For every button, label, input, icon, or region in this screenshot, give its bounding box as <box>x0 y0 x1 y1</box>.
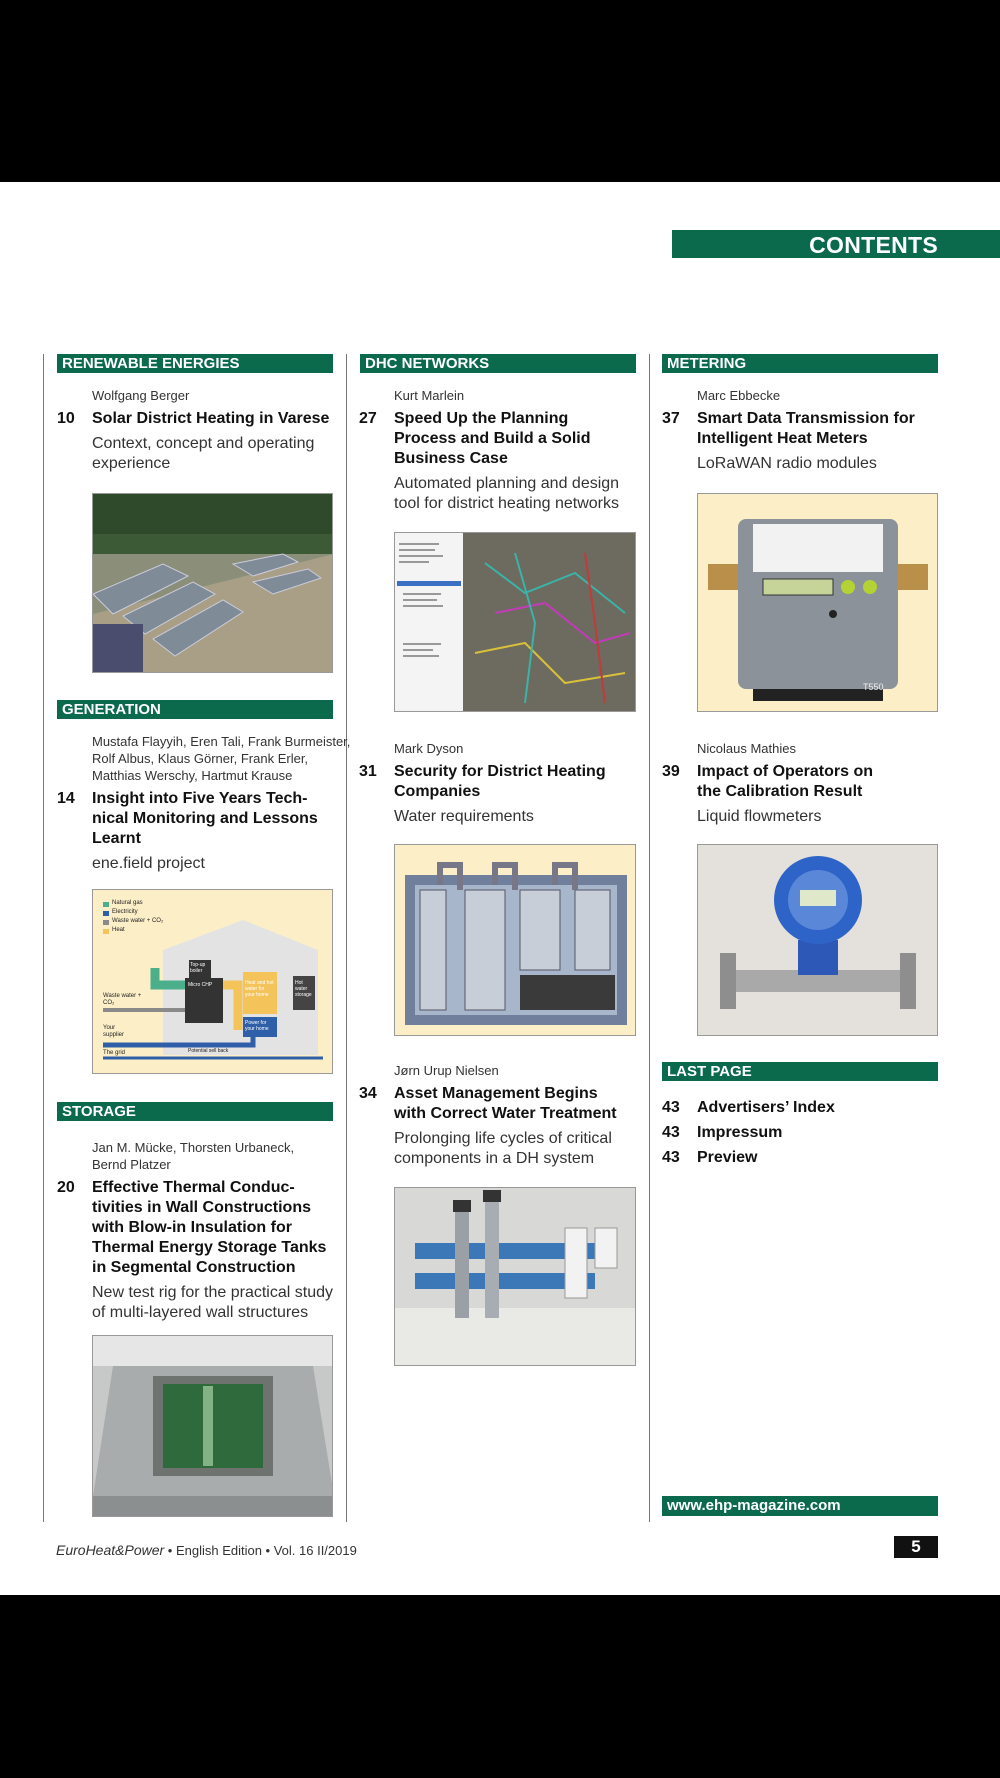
magazine-name: EuroHeat&Power <box>56 1542 165 1558</box>
article-title[interactable]: Solar District Heating in Varese <box>92 410 330 427</box>
article-page-number[interactable]: 27 <box>359 410 377 427</box>
article-page-number[interactable]: 31 <box>359 763 377 780</box>
label-heat-hot: Heat and hot water for your home <box>245 980 274 998</box>
heat-meter-photo <box>697 493 938 712</box>
article-subtitle: ene.field project <box>92 855 205 872</box>
article-title[interactable]: in Segmental Construction <box>92 1259 296 1276</box>
article-title[interactable]: Learnt <box>92 830 141 847</box>
article-title[interactable]: Asset Management Begins <box>394 1085 598 1102</box>
article-page-number[interactable]: 39 <box>662 763 680 780</box>
legend-electricity: Electricity <box>112 909 138 915</box>
section-heading-last-page: LAST PAGE <box>662 1062 938 1081</box>
article-subtitle: Prolonging life cycles of critical <box>394 1130 612 1147</box>
article-title[interactable]: with Blow-in Insulation for <box>92 1219 292 1236</box>
label-hot-storage: Hot water storage <box>295 980 312 998</box>
article-title[interactable]: Impact of Operators on <box>697 763 874 780</box>
contents-label: CONTENTS <box>809 232 938 258</box>
article-title[interactable]: Business Case <box>394 450 508 467</box>
magazine-page <box>0 182 1000 1595</box>
legend-waste: Waste water + CO₂ <box>112 918 164 924</box>
micro-chp-diagram <box>92 889 333 1074</box>
article-title[interactable]: Effective Thermal Conduc- <box>92 1179 295 1196</box>
section-heading-generation: GENERATION <box>57 700 333 719</box>
article-subtitle: Context, concept and operating <box>92 435 315 452</box>
article-page-number[interactable]: 10 <box>57 410 75 427</box>
section-heading-dhc: DHC NETWORKS <box>360 354 636 373</box>
label-supplier: Your supplier <box>103 1025 125 1038</box>
article-subtitle: tool for district heating networks <box>394 495 619 512</box>
article-title[interactable]: Security for District Heating <box>394 763 606 780</box>
article-author: Mark Dyson <box>394 741 464 756</box>
article-author: Jørn Urup Nielsen <box>394 1063 499 1078</box>
label-grid: The grid <box>103 1050 126 1056</box>
test-rig-photo <box>92 1335 333 1517</box>
water-treatment-illustration <box>394 844 636 1036</box>
article-title[interactable]: with Correct Water Treatment <box>394 1105 617 1122</box>
column-rule-mid <box>346 354 347 1522</box>
contents-banner <box>672 230 1000 258</box>
article-page-number[interactable]: 14 <box>57 790 75 807</box>
article-subtitle: of multi-layered wall structures <box>92 1304 309 1321</box>
article-title[interactable]: tivities in Wall Constructions <box>92 1199 311 1216</box>
section-heading-metering: METERING <box>662 354 938 373</box>
meter-model-label: T550 <box>863 682 884 692</box>
article-subtitle: Liquid flowmeters <box>697 808 822 825</box>
article-author: Marc Ebbecke <box>697 388 781 403</box>
planning-tool-screenshot <box>394 532 636 712</box>
flowmeter-photo <box>697 844 938 1036</box>
section-heading-storage: STORAGE <box>57 1102 333 1121</box>
article-page-number[interactable]: 20 <box>57 1179 75 1196</box>
article-subtitle: Automated planning and design <box>394 475 620 492</box>
column-rule-left <box>43 354 44 1522</box>
page-number: 5 <box>894 1536 938 1558</box>
legend-heat: Heat <box>112 927 125 933</box>
label-topup: Top-up boiler <box>190 962 206 974</box>
article-page-number[interactable]: 37 <box>662 410 680 427</box>
section-heading-renewable: RENEWABLE ENERGIES <box>57 354 333 373</box>
solar-field-photo <box>92 493 333 673</box>
website-link[interactable]: www.ehp-magazine.com <box>662 1496 938 1516</box>
article-title[interactable]: Thermal Energy Storage Tanks <box>92 1239 327 1256</box>
article-title[interactable]: Process and Build a Solid <box>394 430 591 447</box>
label-waste: Waste water + CO₂ <box>103 993 142 1006</box>
edition-info: • English Edition • Vol. 16 II/2019 <box>164 1543 357 1558</box>
page-footer <box>56 1542 357 1558</box>
article-author: Wolfgang Berger <box>92 388 190 403</box>
article-subtitle: LoRaWAN radio modules <box>697 455 877 472</box>
article-title[interactable]: Insight into Five Years Tech- <box>92 790 308 807</box>
article-author: Rolf Albus, Klaus Görner, Frank Erler, <box>92 751 309 766</box>
article-author: Mustafa Flayyih, Eren Tali, Frank Burmeister, <box>92 734 351 749</box>
article-title[interactable]: Companies <box>394 783 481 800</box>
label-power: Power for your home <box>245 1020 269 1032</box>
article-title[interactable]: Smart Data Transmission for <box>697 410 915 427</box>
article-author: Nicolaus Mathies <box>697 741 796 756</box>
label-chp: Micro CHP <box>188 982 213 988</box>
last-page-number[interactable]: 43 <box>662 1124 680 1141</box>
pump-station-photo <box>394 1187 636 1366</box>
last-page-item-advertisers[interactable]: Advertisers’ Index <box>697 1099 835 1116</box>
article-author: Matthias Werschy, Hartmut Krause <box>92 768 293 783</box>
article-author: Kurt Marlein <box>394 388 465 403</box>
article-subtitle: components in a DH system <box>394 1150 595 1167</box>
article-subtitle: New test rig for the practical study <box>92 1284 333 1301</box>
last-page-number[interactable]: 43 <box>662 1149 680 1166</box>
article-title[interactable]: Intelligent Heat Meters <box>697 430 868 447</box>
last-page-number[interactable]: 43 <box>662 1099 680 1116</box>
article-subtitle: experience <box>92 455 171 472</box>
legend-gas: Natural gas <box>112 900 143 906</box>
article-title[interactable]: nical Monitoring and Lessons <box>92 810 318 827</box>
article-author: Jan M. Mücke, Thorsten Urbaneck, <box>92 1140 295 1155</box>
article-page-number[interactable]: 34 <box>359 1085 377 1102</box>
label-sellback: Potential sell back <box>188 1048 229 1054</box>
last-page-item-impressum[interactable]: Impressum <box>697 1124 783 1141</box>
article-title[interactable]: Speed Up the Planning <box>394 410 569 427</box>
article-author: Bernd Platzer <box>92 1157 171 1172</box>
last-page-item-preview[interactable]: Preview <box>697 1149 758 1166</box>
column-rule-right <box>649 354 650 1522</box>
article-subtitle: Water requirements <box>394 808 534 825</box>
article-title[interactable]: the Calibration Result <box>697 783 863 800</box>
